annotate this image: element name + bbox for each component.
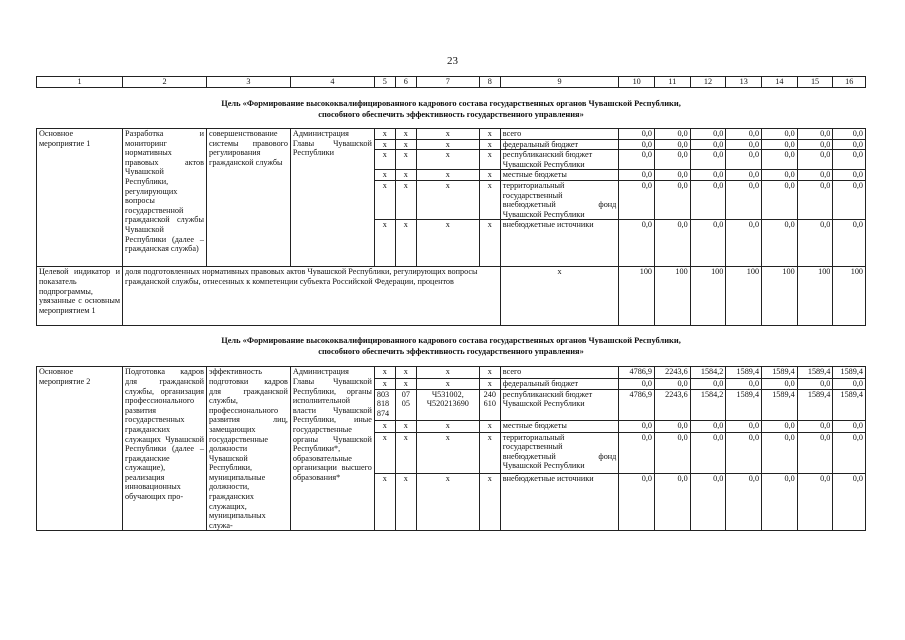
goal-heading-2: Цель «Формирование высококвалифицированного кадрового состава государственных органов Чувашской Республики,	[221, 336, 681, 346]
table-cell: 100	[619, 267, 655, 326]
table-cell: 1589,4	[833, 367, 866, 378]
col-num: 5	[374, 77, 395, 88]
table-cell: 2243,6	[655, 389, 691, 421]
col-num: 11	[655, 77, 691, 88]
table-cell: 0,0	[833, 139, 866, 150]
table-cell: 0,0	[655, 421, 691, 432]
col-num: 13	[726, 77, 762, 88]
table-cell: x	[374, 170, 395, 181]
table-cell: 0,0	[833, 378, 866, 389]
table-cell: 100	[797, 267, 833, 326]
table-cell: x	[395, 367, 416, 378]
table-cell: x	[479, 220, 500, 267]
table-cell: федеральный бюджет	[500, 378, 619, 389]
table-cell: 100	[762, 267, 798, 326]
codes-col8: 240 610	[479, 389, 500, 421]
table-cell: 0,0	[619, 150, 655, 170]
col-num: 1	[37, 77, 123, 88]
table-cell: 0,0	[690, 150, 726, 170]
table-cell: 0,0	[655, 139, 691, 150]
table-cell: 100	[655, 267, 691, 326]
source-offbudget: внебюджетные источники	[500, 220, 619, 267]
table-cell: 0,0	[726, 474, 762, 531]
table-cell: x	[374, 220, 395, 267]
table-cell: 0,0	[619, 421, 655, 432]
table-cell: 0,0	[762, 139, 798, 150]
table-cell: x	[479, 180, 500, 219]
table-cell: 0,0	[833, 180, 866, 219]
measure2-executor: Администрация Главы Чувашской Республики, органы исполнительной власти Чувашской Республики, иные государственные органы Чувашской Республики*, образовательные организации высшего образования*	[290, 367, 374, 531]
table-cell: 0,0	[655, 220, 691, 267]
indicator-label: Целевой индикатор и показатель подпрограммы, увязанные с основным мероприятием 1	[37, 267, 123, 326]
source-republic: республиканский бюджет Чувашской Республики	[500, 150, 619, 170]
table-cell: территориальный государственный внебюджетный фонд Чувашской Республики	[500, 432, 619, 474]
table-cell: x	[416, 474, 479, 531]
table-cell: 0,0	[797, 170, 833, 181]
table-cell: 0,0	[619, 474, 655, 531]
table-cell: внебюджетные источники	[500, 474, 619, 531]
table-cell: 0,0	[655, 378, 691, 389]
column-number-row	[37, 77, 866, 88]
table-cell: 0,0	[797, 474, 833, 531]
table-cell: x	[416, 367, 479, 378]
table-cell: x	[395, 180, 416, 219]
table-cell: 0,0	[655, 129, 691, 140]
table-cell: x	[416, 432, 479, 474]
col-num: 3	[206, 77, 290, 88]
table-cell: 0,0	[797, 421, 833, 432]
table-cell: x	[479, 378, 500, 389]
table-cell: x	[479, 432, 500, 474]
measure1-executor: Администрация Главы Чувашской Республики	[290, 129, 374, 267]
table-cell: x	[416, 170, 479, 181]
col-num: 2	[123, 77, 207, 88]
table-cell: 0,0	[690, 432, 726, 474]
table-cell: 0,0	[690, 378, 726, 389]
table-cell: 0,0	[833, 432, 866, 474]
table-cell: 1589,4	[762, 389, 798, 421]
page-number: 23	[447, 55, 458, 67]
table-cell: 0,0	[619, 180, 655, 219]
table-cell: x	[479, 367, 500, 378]
col-num: 7	[416, 77, 479, 88]
table-cell: 0,0	[797, 139, 833, 150]
col-num: 15	[797, 77, 833, 88]
table-cell: x	[416, 150, 479, 170]
table-cell: x	[395, 474, 416, 531]
table-cell: 0,0	[762, 170, 798, 181]
table-cell: 1584,2	[690, 389, 726, 421]
table-cell: 0,0	[655, 180, 691, 219]
table-cell: x	[374, 378, 395, 389]
table-cell: республиканский бюджет Чувашской Республики	[500, 389, 619, 421]
table-cell: x	[479, 474, 500, 531]
table-cell: 0,0	[690, 180, 726, 219]
table-cell: x	[374, 139, 395, 150]
table-cell: всего	[500, 367, 619, 378]
table-cell: 0,0	[690, 170, 726, 181]
table-cell: x	[479, 139, 500, 150]
table-cell: x	[374, 432, 395, 474]
table-cell: 0,0	[833, 150, 866, 170]
measure1-title: Разработка и мониторинг нормативных правовых актов Чувашской Республики, регулирующих вопросы государственной гражданской службы Чувашской Республики (далее – гражданская служба)	[123, 129, 207, 267]
table-cell: 0,0	[726, 139, 762, 150]
table-cell: x	[395, 150, 416, 170]
table-cell: 1584,2	[690, 367, 726, 378]
indicator-row	[37, 267, 866, 326]
col-num: 9	[500, 77, 619, 88]
table-cell: 0,0	[833, 220, 866, 267]
table-cell: 0,0	[762, 180, 798, 219]
measure2-name: Основное мероприятие 2	[37, 367, 123, 531]
table-cell: x	[500, 267, 619, 326]
measure1-name: Основное мероприятие 1	[37, 129, 123, 267]
table-cell: 0,0	[797, 378, 833, 389]
col-num: 16	[833, 77, 866, 88]
table-cell: 0,0	[726, 220, 762, 267]
goal-heading-1b: способного обеспечить эффективность государственного управления»	[318, 109, 584, 119]
table-cell: 2243,6	[655, 367, 691, 378]
table-cell: 0,0	[655, 170, 691, 181]
table-cell: 0,0	[833, 170, 866, 181]
table-cell: 0,0	[690, 421, 726, 432]
table-cell: 0,0	[726, 432, 762, 474]
col-num: 10	[619, 77, 655, 88]
table-cell: 0,0	[690, 139, 726, 150]
col-num: 8	[479, 77, 500, 88]
table-cell: 1589,4	[726, 367, 762, 378]
table-cell: 0,0	[690, 220, 726, 267]
table-cell: 0,0	[726, 378, 762, 389]
table-cell: 0,0	[619, 378, 655, 389]
measure2-title: Подготовка кадров для гражданской службы, организация профессионального развития государственных гражданских служащих Чувашской Республики (далее – гражданские служащие), реализация инновационных обучающих про-	[123, 367, 207, 531]
table-cell: x	[416, 421, 479, 432]
table-cell: 0,0	[726, 421, 762, 432]
table-cell: x	[395, 139, 416, 150]
table-cell: 0,0	[762, 150, 798, 170]
table-cell: x	[395, 421, 416, 432]
table-cell: 0,0	[762, 378, 798, 389]
table-cell: x	[374, 129, 395, 140]
table-cell: x	[374, 367, 395, 378]
table-cell: 100	[690, 267, 726, 326]
table-cell: 100	[726, 267, 762, 326]
table-cell: x	[395, 170, 416, 181]
codes-col6: 07 05	[395, 389, 416, 421]
table-cell: x	[416, 220, 479, 267]
table-cell: x	[395, 432, 416, 474]
table-cell: 0,0	[762, 129, 798, 140]
table-cell: 0,0	[726, 129, 762, 140]
table-cell: 0,0	[797, 180, 833, 219]
table-cell: 0,0	[833, 421, 866, 432]
goal-heading-1: Цель «Формирование высококвалифицированного кадрового состава государственных органов Чувашской Республики,	[221, 99, 681, 108]
table-cell: x	[374, 474, 395, 531]
source-total: всего	[500, 129, 619, 140]
program-table	[36, 76, 866, 531]
table-cell: 0,0	[655, 474, 691, 531]
table-cell: 0,0	[619, 129, 655, 140]
table-cell: 0,0	[797, 220, 833, 267]
table-cell: 0,0	[797, 150, 833, 170]
table-cell: 0,0	[797, 129, 833, 140]
source-territorial: территориальный государственный внебюджетный фонд Чувашской Республики	[500, 180, 619, 219]
table-cell: 0,0	[690, 474, 726, 531]
table-cell: 0,0	[726, 150, 762, 170]
table-cell: 4786,9	[619, 389, 655, 421]
table-cell: 1589,4	[797, 389, 833, 421]
source-federal: федеральный бюджет	[500, 139, 619, 150]
table-cell: x	[395, 129, 416, 140]
table-cell: 0,0	[762, 474, 798, 531]
table-cell: x	[416, 129, 479, 140]
goal-heading-2b: способного обеспечить эффективность государственного управления»	[318, 346, 584, 356]
table-cell: 0,0	[762, 432, 798, 474]
table-cell: 1589,4	[833, 389, 866, 421]
table-cell: x	[416, 378, 479, 389]
table-cell: x	[479, 129, 500, 140]
table-cell: 0,0	[690, 129, 726, 140]
table-cell: x	[479, 170, 500, 181]
table-cell: x	[479, 421, 500, 432]
table-cell: x	[374, 150, 395, 170]
table-cell: 0,0	[655, 432, 691, 474]
table-cell: 1589,4	[797, 367, 833, 378]
table-cell: x	[479, 150, 500, 170]
col-num: 6	[395, 77, 416, 88]
table-cell: 0,0	[619, 170, 655, 181]
table-cell: x	[374, 180, 395, 219]
table-cell: x	[416, 180, 479, 219]
col-num: 14	[762, 77, 798, 88]
table-cell: 4786,9	[619, 367, 655, 378]
table-cell: x	[395, 378, 416, 389]
table-cell: 0,0	[762, 220, 798, 267]
indicator-text: доля подготовленных нормативных правовых актов Чувашской Республики, регулирующих вопросы гражданской службы, отнесенных к компетенции субъекта Российской Федерации, процентов	[123, 267, 501, 326]
measure1-goal: совершенствование системы правового регулирования гражданской службы	[206, 129, 290, 267]
table-cell: 0,0	[833, 129, 866, 140]
table-cell: 0,0	[833, 474, 866, 531]
table-cell: x	[416, 139, 479, 150]
table-cell: 0,0	[619, 139, 655, 150]
table-cell: 0,0	[726, 180, 762, 219]
table-cell: 1589,4	[726, 389, 762, 421]
table-cell: x	[395, 220, 416, 267]
codes-col7: Ч531002, Ч520213690	[416, 389, 479, 421]
table-cell: 0,0	[619, 220, 655, 267]
source-local: местные бюджеты	[500, 170, 619, 181]
table-cell: 0,0	[797, 432, 833, 474]
table-cell: 0,0	[726, 170, 762, 181]
table-cell: x	[374, 421, 395, 432]
table-cell: 100	[833, 267, 866, 326]
table-cell: 1589,4	[762, 367, 798, 378]
table-cell: 0,0	[619, 432, 655, 474]
measure2-goal: эффективность подготовки кадров для гражданской службы, профессионального развития лиц, замещающих государственные должности Чувашской Республики, муниципальные должности, гражданских служащих, муниципальных служа-	[206, 367, 290, 531]
col-num: 4	[290, 77, 374, 88]
col-num: 12	[690, 77, 726, 88]
table-cell: местные бюджеты	[500, 421, 619, 432]
table-cell: 0,0	[762, 421, 798, 432]
codes-col5: 803 818 874	[374, 389, 395, 421]
table-cell: 0,0	[655, 150, 691, 170]
